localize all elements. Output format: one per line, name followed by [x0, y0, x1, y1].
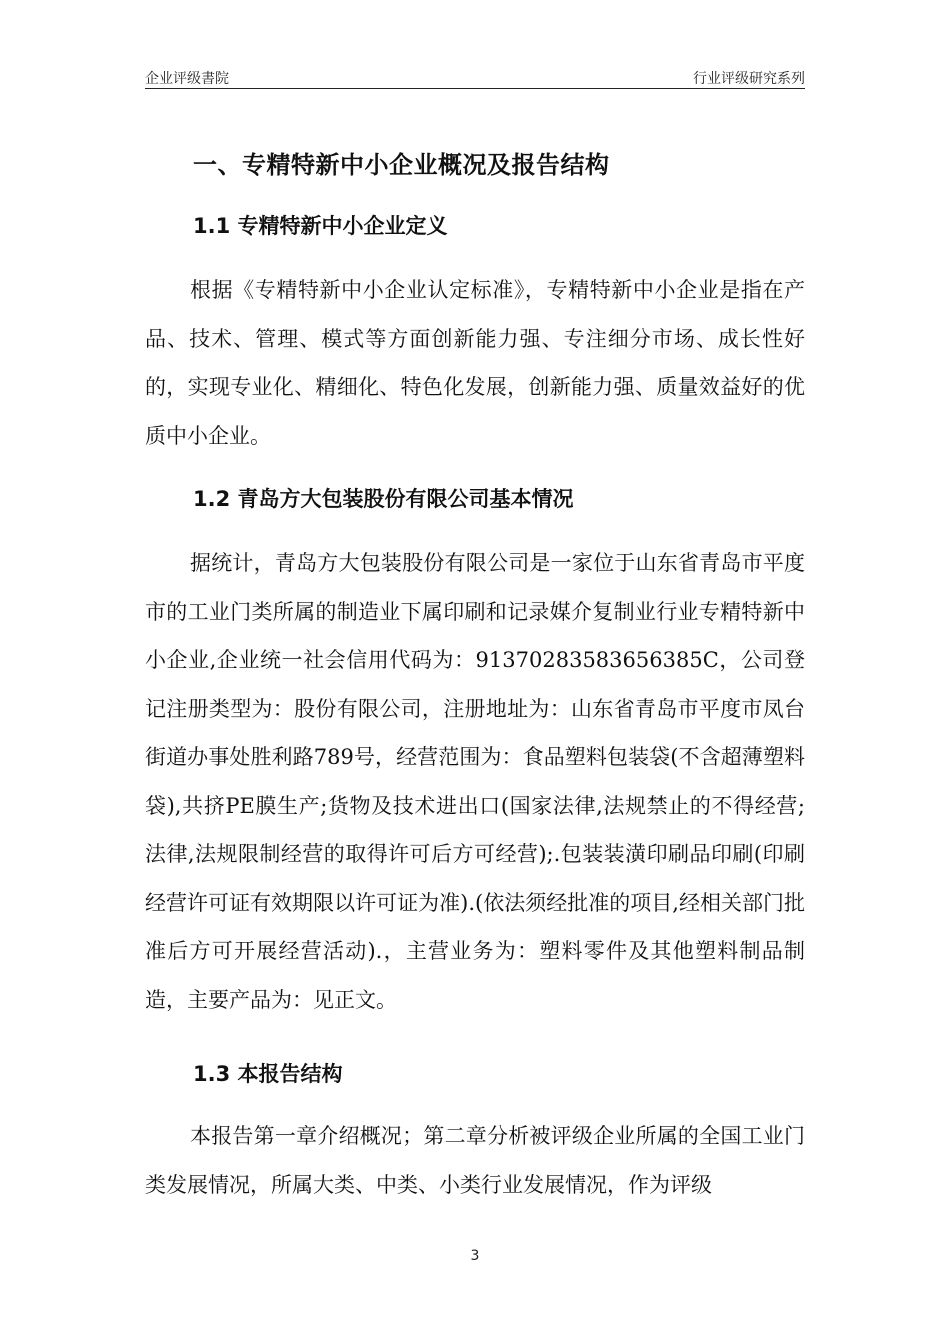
page-number: 3 — [470, 1248, 480, 1264]
paragraph-report-structure: 本报告第一章介绍概况；第二章分析被评级企业所属的全国工业门类发展情况，所属大类、中类、小类行业发展情况，作为评级 — [145, 1124, 805, 1197]
header-publisher: 企业评级書院 — [145, 71, 229, 87]
subsection-heading-1-3: 1.3 本报告结构 — [193, 1062, 343, 1086]
paragraph-company-info: 据统计，青岛方大包装股份有限公司是一家位于山东省青岛市平度市的工业门类所属的制造业下属印刷和记录媒介复制业行业专精特新中小企业,企业统一社会信用代码为：91370283583656385C，公司登记注册类型为：股份有限公司，注册地址为：山东省青岛市平度市凤台街道办事处胜利路789号，经营范围为：食品塑料包装袋(不含超薄塑料袋),共挤PE膜生产;货物及技术进出口(国家法律,法规禁止的不得经营;法律,法规限制经营的取得许可后方可经营);.包装装潢印刷品印刷(印刷经营许可证有效期限以许可证为准).(依法须经批准的项目,经相关部门批准后方可开展经营活动).，主营业务为：塑料零件及其他塑料制品制造，主要产品为：见正文。 — [145, 551, 805, 1012]
page-header — [145, 66, 805, 89]
paragraph-definition: 根据《专精特新中小企业认定标准》，专精特新中小企业是指在产品、技术、管理、模式等方面创新能力强、专注细分市场、成长性好的，实现专业化、精细化、特色化发展，创新能力强、质量效益好的优质中小企业。 — [145, 278, 805, 448]
subsection-heading-1-1: 1.1 专精特新中小企业定义 — [193, 214, 448, 238]
section-title: 一、专精特新中小企业概况及报告结构 — [193, 151, 610, 179]
subsection-heading-1-2: 1.2 青岛方大包装股份有限公司基本情况 — [193, 487, 574, 511]
header-series: 行业评级研究系列 — [693, 71, 805, 87]
